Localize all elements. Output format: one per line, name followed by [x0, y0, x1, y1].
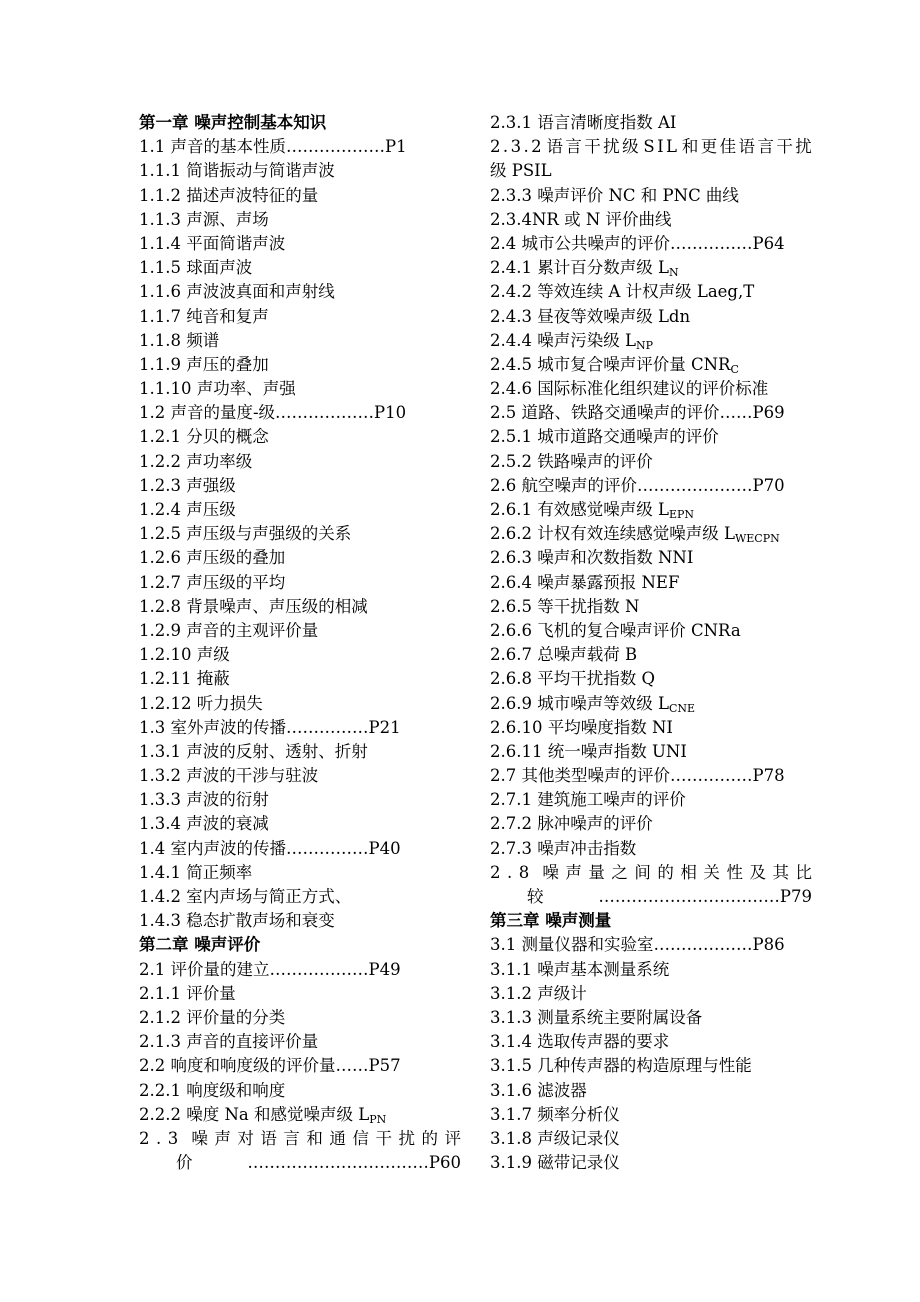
toc-entry [490, 111, 812, 135]
toc-entry [139, 716, 461, 740]
toc-entry [490, 184, 812, 208]
toc-entry-text: 2.4.3 昼夜等效噪声级 Ldn [490, 306, 691, 326]
toc-entry-text: 1.1.1 简谐振动与简谐声波 [139, 161, 335, 181]
toc-entry-text: 1.2.7 声压级的平均 [139, 572, 286, 592]
toc-entry [139, 305, 461, 329]
toc-entry [490, 619, 812, 643]
toc-entry-char: 8 [518, 862, 530, 882]
toc-entry-text: 2.6.5 等干扰指数 N [490, 596, 640, 616]
toc-entry [139, 474, 461, 498]
toc-entry-text: 2.2 响度和响度级的评价量……P57 [139, 1056, 401, 1076]
toc-entry [139, 692, 461, 716]
chapter-heading [139, 111, 461, 135]
toc-entry-char: . [502, 137, 509, 157]
toc-entry [139, 812, 461, 836]
toc-entry-text: 3.1.1 噪声基本测量系统 [490, 959, 670, 979]
toc-entry-text: 1.2.10 声级 [139, 645, 230, 665]
toc-entry [490, 1054, 812, 1078]
toc-entry-text: 2.6.3 噪声和次数指数 NNI [490, 548, 694, 568]
toc-entry-text: 较 [527, 887, 544, 906]
toc-entry [490, 280, 812, 304]
toc-entry [139, 522, 461, 546]
toc-entry-char: 相 [680, 862, 697, 882]
toc-entry-text: 1.2.5 声压级与声强级的关系 [139, 524, 352, 544]
toc-entry-char: 声 [214, 1128, 231, 1148]
toc-entry-char: 性 [726, 862, 743, 882]
toc-entry [490, 1030, 812, 1054]
toc-entry-char: 噪 [542, 862, 559, 882]
toc-entry-text: 2.1 评价量的建立………………P49 [139, 959, 401, 979]
toc-entry-text: 2.6.6 飞机的复合噪声评价 CNRa [490, 620, 741, 640]
toc-entry-char: 扰 [603, 137, 620, 157]
toc-entry-text: 2.6 航空噪声的评价…………………P70 [490, 475, 785, 495]
toc-entry-text: 3.1.9 磁带记录仪 [490, 1153, 620, 1173]
toc-entry [490, 474, 812, 498]
toc-entry-char: 评 [444, 1128, 461, 1148]
toc-left-column [139, 111, 461, 1175]
toc-right-column [490, 111, 812, 1175]
toc-entry [139, 788, 461, 812]
toc-entry [490, 135, 812, 159]
toc-entry-text: 3.1.6 滤波器 [490, 1080, 587, 1100]
toc-entry-text: 1.2.9 声音的主观评价量 [139, 620, 319, 640]
toc-entry-text: 2.6.8 平均干扰指数 Q [490, 669, 655, 689]
toc-entry-char: 及 [749, 862, 766, 882]
toc-entry [490, 982, 812, 1006]
chapter-heading [490, 909, 812, 933]
toc-entry-text: 3.1.5 几种传声器的构造原理与性能 [490, 1056, 752, 1076]
toc-entry-text: 2.5.2 铁路噪声的评价 [490, 451, 653, 471]
toc-entry-text: 1.1.4 平面简谐声波 [139, 233, 286, 253]
toc-entry-text: 2.6.11 统一噪声指数 UNI [490, 741, 687, 761]
toc-entry [490, 837, 812, 861]
toc-entry-char: 之 [611, 862, 628, 882]
toc-entry [490, 159, 812, 183]
toc-entry-text: 1.2.6 声压级的叠加 [139, 548, 286, 568]
toc-entry [490, 740, 812, 764]
toc-entry-subscript: C [730, 362, 739, 376]
toc-entry-text: 2.1.2 评价量的分类 [139, 1007, 286, 1027]
toc-entry-text: 1.3.2 声波的干涉与驻波 [139, 766, 319, 786]
toc-entry-text: 2.5.1 城市道路交通噪声的评价 [490, 427, 719, 447]
toc-entry [139, 885, 461, 909]
toc-entry-text: 1.3 室外声波的传播……………P21 [139, 717, 401, 737]
toc-entry [139, 159, 461, 183]
toc-entry-text: 2.3.4NR 或 N 评价曲线 [490, 209, 672, 229]
toc-entry-char: 对 [237, 1128, 254, 1148]
toc-entry-subscript: EPN [668, 508, 694, 521]
toc-entry [490, 667, 812, 691]
toc-entry-char: 3 [167, 1128, 179, 1148]
toc-entry-char: 言 [565, 137, 582, 157]
toc-entry [139, 595, 461, 619]
toc-entry [490, 643, 812, 667]
toc-entry-text: 2.6.7 总噪声载荷 B [490, 645, 638, 665]
toc-entry-char: 声 [565, 862, 582, 882]
toc-entry [490, 764, 812, 788]
toc-entry-text: 2.4.6 国际标准化组织建议的评价标准 [490, 379, 769, 399]
toc-entry [490, 1079, 812, 1103]
toc-entry-text: 3.1.2 声级计 [490, 983, 587, 1003]
toc-entry [139, 909, 461, 933]
toc-entry-subscript: N [668, 266, 679, 280]
toc-entry-text: 1.4 室内声波的传播……………P40 [139, 838, 401, 858]
toc-entry-text: 1.4.2 室内声场与简正方式、 [139, 887, 352, 906]
toc-entry-char: 干 [776, 137, 793, 157]
toc-entry-char: 通 [329, 1128, 346, 1148]
toc-entry [139, 184, 461, 208]
toc-entry [139, 498, 461, 522]
toc-entry-char: 噪 [191, 1128, 208, 1148]
toc-entry [139, 401, 461, 425]
toc-entry [490, 305, 812, 329]
toc-entry-char: 信 [352, 1128, 369, 1148]
toc-entry-text: 2.6.2 计权有效连续感觉噪声级 L [490, 524, 735, 544]
toc-entry [490, 571, 812, 595]
toc-entry-char: 佳 [719, 137, 737, 157]
toc-entry [139, 958, 461, 982]
toc-entry-char: 更 [700, 137, 718, 157]
toc-entry [490, 595, 812, 619]
toc-entry [139, 764, 461, 788]
toc-entry [139, 329, 461, 353]
toc-entry-text: 1.2.1 分贝的概念 [139, 427, 269, 447]
toc-entry [139, 450, 461, 474]
toc-entry-char: . [507, 862, 513, 882]
toc-entry-char: 关 [703, 862, 720, 882]
toc-entry-text: 1.1.9 声压的叠加 [139, 354, 269, 374]
toc-entry [490, 788, 812, 812]
toc-entry [490, 958, 812, 982]
toc-entry-text: 1.1.2 描述声波特征的量 [139, 185, 319, 205]
toc-entry-text: 1.4.1 简正频率 [139, 862, 253, 882]
toc-entry-char: 扰 [795, 137, 812, 157]
toc-entry [490, 885, 812, 909]
toc-entry-char: 2 [531, 137, 542, 157]
toc-entry-text: 2.3.3 噪声评价 NC 和 PNC 曲线 [490, 185, 739, 205]
toc-entry-text: 2.3.1 语言清晰度指数 AI [490, 113, 677, 132]
toc-entry-text: 2.4.5 城市复合噪声评价量 CNR [490, 354, 731, 374]
toc-entry-char: 语 [260, 1128, 277, 1148]
toc-entry-text: 1.1.7 纯音和复声 [139, 306, 269, 326]
toc-page-ref: ……………………………P79 [598, 887, 812, 906]
toc-page-ref: ……………………………P60 [247, 1153, 461, 1173]
toc-entry [490, 716, 812, 740]
toc-entry-text: 3.1.8 声级记录仪 [490, 1128, 620, 1148]
toc-entry [139, 546, 461, 570]
toc-entry [490, 256, 812, 280]
toc-entry [139, 619, 461, 643]
toc-entry-text: 1.2.12 听力损失 [139, 693, 263, 713]
toc-entry-char: 语 [546, 137, 563, 157]
toc-entry-char: 言 [283, 1128, 300, 1148]
toc-entry [490, 1151, 812, 1175]
toc-entry-char: 的 [421, 1128, 438, 1148]
toc-entry-text: 2.4.4 噪声污染级 L [490, 330, 636, 350]
toc-entry [139, 1103, 461, 1127]
toc-entry-char: 级 [622, 137, 639, 157]
toc-entry-text: 1.1 声音的基本性质………………P1 [139, 137, 407, 157]
toc-entry-text: 3.1.4 选取传声器的要求 [490, 1032, 670, 1052]
toc-entry-text: 2.7 其他类型噪声的评价……………P78 [490, 766, 785, 786]
toc-entry-char: 其 [772, 862, 789, 882]
toc-entry [139, 135, 461, 159]
toc-entry [490, 546, 812, 570]
toc-entry-char: 和 [306, 1128, 323, 1148]
toc-entry [139, 1151, 461, 1175]
toc-entry [490, 208, 812, 232]
toc-entry [490, 498, 812, 522]
toc-entry [139, 740, 461, 764]
toc-entry-char: 的 [657, 862, 674, 882]
toc-entry [139, 280, 461, 304]
toc-entry-char: L [666, 137, 677, 157]
toc-entry-text: 1.4.3 稳态扩散声场和衰变 [139, 911, 335, 931]
toc-entry-text: 第二章 噪声评价 [139, 935, 261, 955]
toc-entry-char: . [156, 1128, 162, 1148]
toc-entry-char: S [643, 137, 655, 157]
toc-entry-text: 1.3.4 声波的衰减 [139, 814, 269, 834]
toc-entry-text: 2.7.3 噪声冲击指数 [490, 838, 637, 858]
toc-entry-text: 2.7.2 脉冲噪声的评价 [490, 814, 653, 834]
toc-entry-text: 价 [176, 1153, 193, 1173]
toc-entry [139, 1006, 461, 1030]
toc-entry-text: 2.4 城市公共噪声的评价……………P64 [490, 233, 785, 253]
toc-entry [490, 812, 812, 836]
toc-entry-text: 2.6.4 噪声暴露预报 NEF [490, 572, 680, 592]
toc-entry [490, 353, 812, 377]
toc-entry-char: . [523, 137, 529, 157]
toc-entry-char: 干 [375, 1128, 392, 1148]
toc-entry-text: 1.1.8 频谱 [139, 330, 220, 350]
toc-entry [490, 425, 812, 449]
toc-entry [139, 1054, 461, 1078]
toc-entry-text: 2.2.1 响度级和响度 [139, 1080, 286, 1100]
toc-entry [139, 208, 461, 232]
toc-entry [139, 667, 461, 691]
toc-entry [490, 1006, 812, 1030]
toc-entry-char: 干 [584, 137, 601, 157]
toc-entry [139, 377, 461, 401]
toc-entry [490, 692, 812, 716]
toc-entry-subscript: PN [369, 1112, 387, 1126]
toc-entry-text: 2.2.2 噪度 Na 和感觉噪声级 L [139, 1104, 370, 1124]
toc-entry [139, 256, 461, 280]
toc-entry [139, 861, 461, 885]
toc-entry [139, 1079, 461, 1103]
toc-entry-text: 1.2.2 声功率级 [139, 451, 253, 471]
toc-entry [139, 1030, 461, 1054]
toc-entry [490, 861, 812, 885]
toc-entry-text: 2.4.1 累计百分数声级 L [490, 258, 669, 278]
chapter-heading [139, 933, 461, 957]
toc-entry-text: 1.1.10 声功率、声强 [139, 379, 296, 399]
toc-entry-text: 1.2.11 掩蔽 [139, 669, 230, 689]
toc-entry-text: 2.1.3 声音的直接评价量 [139, 1032, 319, 1052]
toc-entry [139, 232, 461, 256]
toc-entry [490, 377, 812, 401]
toc-entry-text: 1.3.3 声波的衍射 [139, 790, 269, 810]
toc-entry-subscript: WECPN [734, 532, 780, 546]
toc-entry-subscript: NP [635, 338, 653, 352]
toc-entry [490, 1103, 812, 1127]
toc-entry-text: 2.6.9 城市噪声等效级 L [490, 693, 669, 713]
toc-entry-char: 2 [139, 1128, 150, 1148]
toc-entry-text: 级 PSIL [490, 161, 552, 181]
toc-entry [139, 425, 461, 449]
toc-entry-text: 1.2 声音的量度-级………………P10 [139, 403, 407, 423]
toc-entry-text: 2.1.1 评价量 [139, 983, 236, 1003]
toc-entry-char: 扰 [398, 1128, 415, 1148]
toc-entry-subscript: CNE [668, 701, 696, 715]
toc-entry-text: 3.1.3 测量系统主要附属设备 [490, 1007, 703, 1027]
toc-entry [490, 450, 812, 474]
toc-entry-text: 第一章 噪声控制基本知识 [139, 113, 327, 132]
toc-entry-text: 1.3.1 声波的反射、透射、折射 [139, 741, 368, 761]
toc-entry-char: 3 [510, 137, 522, 157]
toc-entry [139, 353, 461, 377]
toc-entry [490, 232, 812, 256]
toc-entry-char: 2 [490, 137, 501, 157]
toc-entry-text: 2.6.1 有效感觉噪声级 L [490, 500, 669, 519]
toc-entry-text: 3.1 测量仪器和实验室………………P86 [490, 935, 785, 955]
toc-entry-char: I [657, 137, 664, 157]
toc-entry-char: 间 [634, 862, 651, 882]
toc-entry [139, 643, 461, 667]
toc-entry-text: 2.7.1 建筑施工噪声的评价 [490, 790, 686, 810]
toc-entry-char: 语 [738, 137, 756, 157]
toc-entry [490, 522, 812, 546]
toc-entry-char: 2 [490, 862, 501, 882]
toc-entry-text: 2.5 道路、铁路交通噪声的评价……P69 [490, 403, 785, 423]
toc-entry [139, 837, 461, 861]
toc-entry [490, 329, 812, 353]
toc-entry-text: 3.1.7 频率分析仪 [490, 1104, 620, 1124]
toc-entry [139, 1127, 461, 1151]
toc-entry [490, 401, 812, 425]
toc-entry-text: 1.2.8 背景噪声、声压级的相减 [139, 596, 368, 616]
toc-entry-char: 比 [795, 862, 812, 882]
toc-entry-text: 1.2.4 声压级 [139, 500, 236, 519]
toc-entry-text: 1.1.3 声源、声场 [139, 209, 269, 229]
toc-entry-char: 量 [588, 862, 605, 882]
toc-entry-text: 1.2.3 声强级 [139, 475, 236, 495]
toc-entry-text: 第三章 噪声测量 [490, 911, 612, 931]
toc-entry-char: 言 [757, 137, 774, 157]
toc-entry [490, 1127, 812, 1151]
toc-entry-text: 1.1.6 声波波真面和声射线 [139, 282, 335, 302]
toc-entry-char: 和 [681, 137, 699, 157]
toc-entry-text: 2.6.10 平均噪度指数 NI [490, 717, 673, 737]
toc-entry-text: 1.1.5 球面声波 [139, 258, 253, 278]
toc-entry [139, 982, 461, 1006]
toc-entry [490, 933, 812, 957]
toc-entry-text: 2.4.2 等效连续 A 计权声级 Laeg,T [490, 282, 755, 302]
toc-entry [139, 571, 461, 595]
